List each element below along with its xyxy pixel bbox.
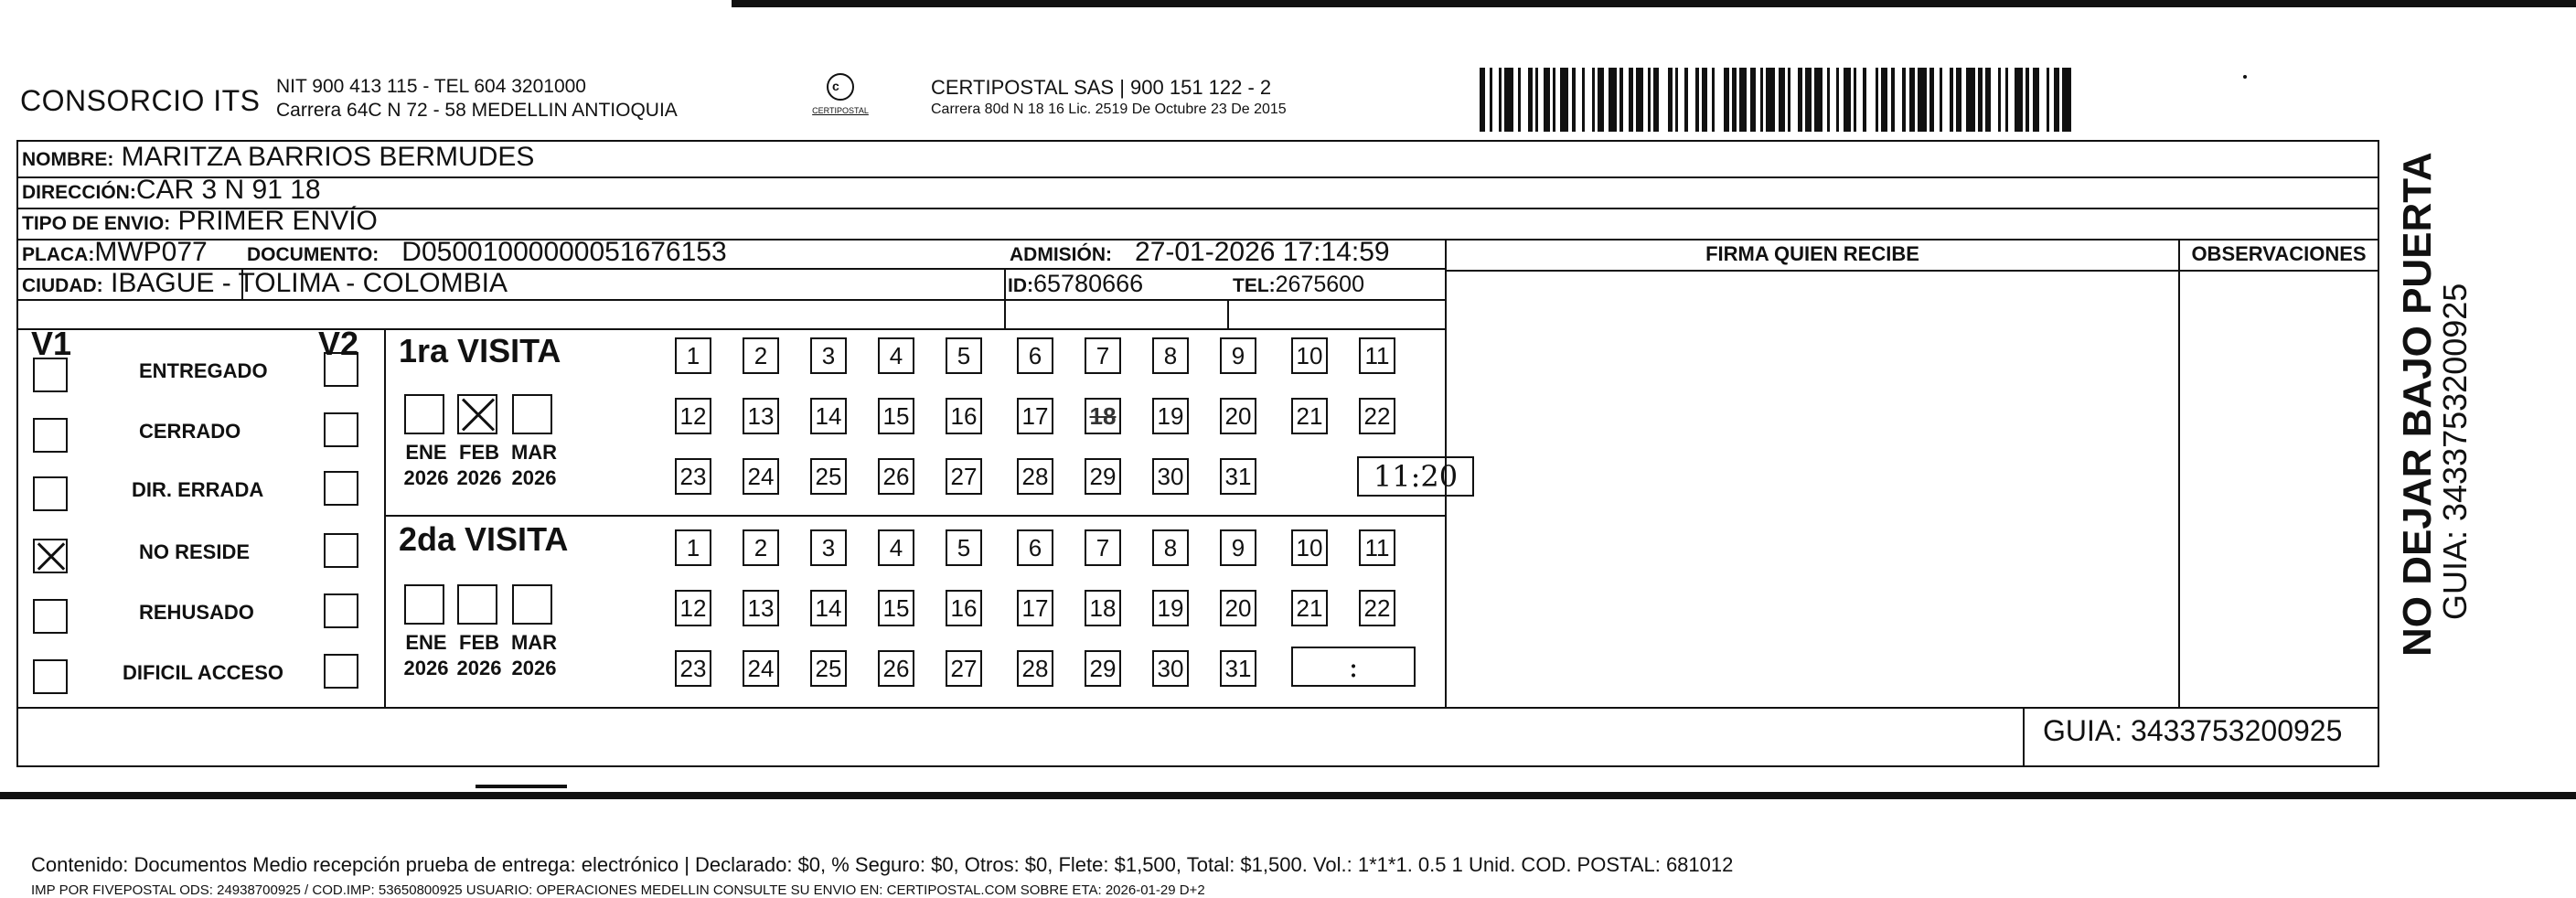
shipping-form bbox=[16, 140, 2379, 898]
month-name: FEB bbox=[459, 441, 499, 464]
status-label: DIFICIL ACCESO bbox=[123, 661, 284, 684]
v1-header: V1 bbox=[31, 325, 72, 362]
carrier-info bbox=[931, 77, 1287, 121]
v2-checkbox[interactable] bbox=[324, 471, 358, 506]
day-box[interactable]: 14 bbox=[810, 398, 847, 434]
logo-text: CERTIPOSTAL bbox=[812, 106, 869, 115]
visit2-title: 2da VISITA bbox=[399, 520, 569, 558]
day-box[interactable]: 31 bbox=[1220, 458, 1256, 495]
day-box[interactable]: 1 bbox=[675, 529, 711, 566]
day-box[interactable]: 7 bbox=[1085, 337, 1121, 374]
contents-line: Contenido: Documentos Medio recepción prueba de entrega: electrónico | Declarado: $0, % Seguro: $0, Otros: $0, Flete: $1,500, Total: $1,500. Vol.: 1*1*1. 0.5 1 Unid. COD. POSTAL: 681012 bbox=[31, 853, 1734, 876]
day-box[interactable]: 13 bbox=[743, 590, 779, 626]
day-box[interactable]: 14 bbox=[810, 590, 847, 626]
day-box[interactable]: 7 bbox=[1085, 529, 1121, 566]
plate: PLACA:MWP077 bbox=[22, 237, 208, 267]
v1-checkbox[interactable] bbox=[33, 476, 68, 511]
day-box[interactable]: 16 bbox=[946, 590, 982, 626]
nit-line: NIT 900 413 115 - TEL 604 3201000 bbox=[276, 76, 586, 97]
day-box[interactable]: 22 bbox=[1359, 590, 1395, 626]
v1-checkbox[interactable] bbox=[33, 539, 68, 573]
day-box[interactable]: 29 bbox=[1085, 458, 1121, 495]
day-box[interactable]: 9 bbox=[1220, 529, 1256, 566]
bottom-border-dash bbox=[476, 785, 567, 788]
day-box[interactable]: 6 bbox=[1017, 337, 1053, 374]
v1-checkbox[interactable] bbox=[33, 599, 68, 634]
day-box[interactable]: 28 bbox=[1017, 650, 1053, 687]
v1-checkbox[interactable] bbox=[33, 659, 68, 694]
v1-checkbox[interactable] bbox=[33, 418, 68, 453]
month-year: 2026 bbox=[456, 466, 502, 489]
v2-checkbox[interactable] bbox=[324, 654, 358, 689]
visit1-title: 1ra VISITA bbox=[399, 332, 561, 369]
day-box[interactable]: 21 bbox=[1291, 398, 1328, 434]
month-label bbox=[452, 440, 507, 491]
company-name: CONSORCIO ITS bbox=[20, 84, 261, 117]
month-checkbox[interactable] bbox=[512, 394, 552, 434]
logo-emblem-icon: ᴄ bbox=[827, 73, 854, 101]
observations-header: OBSERVACIONES bbox=[2191, 242, 2367, 265]
admission-date: ADMISIÓN: 27-01-2026 17:14:59 bbox=[1010, 237, 1390, 267]
status-label: CERRADO bbox=[139, 420, 241, 443]
v2-checkbox[interactable] bbox=[324, 352, 358, 387]
day-box[interactable]: 8 bbox=[1152, 529, 1189, 566]
month-label bbox=[507, 630, 561, 681]
day-box[interactable]: 11 bbox=[1359, 337, 1395, 374]
shipment-type: TIPO DE ENVIO: PRIMER ENVÍO bbox=[22, 206, 378, 236]
day-box[interactable]: 20 bbox=[1220, 590, 1256, 626]
day-box[interactable]: 27 bbox=[946, 458, 982, 495]
certipostal-logo bbox=[812, 71, 869, 124]
day-box[interactable]: 30 bbox=[1152, 458, 1189, 495]
day-box[interactable]: 10 bbox=[1291, 337, 1328, 374]
month-label bbox=[452, 630, 507, 681]
day-box[interactable]: 12 bbox=[675, 398, 711, 434]
day-box[interactable]: 6 bbox=[1017, 529, 1053, 566]
v2-header: V2 bbox=[318, 325, 359, 362]
month-label bbox=[399, 440, 454, 491]
day-box[interactable]: 18 bbox=[1085, 398, 1121, 434]
print-info-line: IMP POR FIVEPOSTAL ODS: 24938700925 / COD.IMP: 53650800925 USUARIO: OPERACIONES MEDELLIN CONSULTE SU ENVIO EN: CERTIPOSTAL.COM SOBRE ETA: 2026-01-29 D+2 bbox=[31, 882, 1205, 898]
month-year: 2026 bbox=[456, 657, 502, 679]
day-box[interactable]: 2 bbox=[743, 337, 779, 374]
month-checkbox[interactable] bbox=[457, 584, 497, 625]
warning-text: NO DEJAR BAJO PUERTA bbox=[2395, 152, 2440, 657]
month-label bbox=[399, 630, 454, 681]
company-info bbox=[276, 75, 678, 123]
dot-mark bbox=[2243, 75, 2247, 79]
day-box[interactable]: 24 bbox=[743, 650, 779, 687]
day-box[interactable]: 15 bbox=[878, 590, 914, 626]
month-checkbox[interactable] bbox=[457, 394, 497, 434]
day-box[interactable]: 22 bbox=[1359, 398, 1395, 434]
month-name: MAR bbox=[510, 441, 558, 464]
guide-number: GUIA: 3433753200925 bbox=[2043, 714, 2343, 747]
day-box[interactable]: 25 bbox=[810, 650, 847, 687]
visit2-time-field[interactable]: : bbox=[1291, 647, 1416, 687]
month-checkbox[interactable] bbox=[404, 584, 444, 625]
day-box[interactable]: 25 bbox=[810, 458, 847, 495]
month-name: ENE bbox=[405, 441, 447, 464]
day-box[interactable]: 20 bbox=[1220, 398, 1256, 434]
day-box[interactable]: 31 bbox=[1220, 650, 1256, 687]
side-text bbox=[2395, 152, 2474, 657]
bottom-border-line bbox=[0, 792, 2576, 799]
month-name: FEB bbox=[459, 631, 499, 654]
address-line: Carrera 64C N 72 - 58 MEDELLIN ANTIOQUIA bbox=[276, 100, 678, 121]
day-box[interactable]: 29 bbox=[1085, 650, 1121, 687]
day-box[interactable]: 3 bbox=[810, 337, 847, 374]
day-box[interactable]: 23 bbox=[675, 650, 711, 687]
day-box[interactable]: 5 bbox=[946, 529, 982, 566]
day-box[interactable]: 13 bbox=[743, 398, 779, 434]
day-box[interactable]: 1 bbox=[675, 337, 711, 374]
status-label: ENTREGADO bbox=[139, 359, 268, 382]
month-name: MAR bbox=[510, 631, 558, 654]
day-box[interactable]: 3 bbox=[810, 529, 847, 566]
day-box[interactable]: 19 bbox=[1152, 590, 1189, 626]
day-box[interactable]: 18 bbox=[1085, 590, 1121, 626]
day-box[interactable]: 17 bbox=[1017, 590, 1053, 626]
day-box[interactable]: 23 bbox=[675, 458, 711, 495]
month-year: 2026 bbox=[511, 657, 557, 679]
month-year: 2026 bbox=[511, 466, 557, 489]
v1-checkbox[interactable] bbox=[33, 358, 68, 392]
v2-checkbox[interactable] bbox=[324, 412, 358, 447]
month-label bbox=[507, 440, 561, 491]
recipient-name: NOMBRE: MARITZA BARRIOS BERMUDES bbox=[22, 142, 535, 172]
day-box[interactable]: 12 bbox=[675, 590, 711, 626]
day-box[interactable]: 10 bbox=[1291, 529, 1328, 566]
v2-checkbox[interactable] bbox=[324, 593, 358, 628]
day-box[interactable]: 19 bbox=[1152, 398, 1189, 434]
recipient-id: ID:65780666 bbox=[1008, 270, 1144, 297]
day-box[interactable]: 11 bbox=[1359, 529, 1395, 566]
visit1-time-field[interactable]: 11:20 bbox=[1357, 456, 1474, 497]
day-box[interactable]: 17 bbox=[1017, 398, 1053, 434]
day-box[interactable]: 24 bbox=[743, 458, 779, 495]
day-box[interactable]: 27 bbox=[946, 650, 982, 687]
month-year: 2026 bbox=[403, 466, 449, 489]
v2-checkbox[interactable] bbox=[324, 533, 358, 568]
day-box[interactable]: 16 bbox=[946, 398, 982, 434]
month-year: 2026 bbox=[403, 657, 449, 679]
day-box[interactable]: 4 bbox=[878, 529, 914, 566]
recipient-address: DIRECCIÓN:CAR 3 N 91 18 bbox=[22, 175, 321, 205]
day-box[interactable]: 26 bbox=[878, 458, 914, 495]
month-checkbox[interactable] bbox=[512, 584, 552, 625]
day-box[interactable]: 2 bbox=[743, 529, 779, 566]
status-label: NO RESIDE bbox=[139, 540, 251, 563]
day-box[interactable]: 8 bbox=[1152, 337, 1189, 374]
day-box[interactable]: 15 bbox=[878, 398, 914, 434]
day-box[interactable]: 9 bbox=[1220, 337, 1256, 374]
barcode bbox=[1480, 68, 2202, 132]
day-box[interactable]: 30 bbox=[1152, 650, 1189, 687]
day-box[interactable]: 21 bbox=[1291, 590, 1328, 626]
phone: TEL:2675600 bbox=[1233, 272, 1364, 297]
month-name: ENE bbox=[405, 631, 447, 654]
city: CIUDAD: IBAGUE - TOLIMA - COLOMBIA bbox=[22, 268, 508, 298]
top-border-line bbox=[732, 0, 2576, 7]
day-box[interactable]: 4 bbox=[878, 337, 914, 374]
carrier-address: Carrera 80d N 18 16 Lic. 2519 De Octubre 23 De 2015 bbox=[931, 102, 1287, 117]
status-label: DIR. ERRADA bbox=[132, 478, 264, 501]
side-guide-number: GUIA: 3433753200925 bbox=[2436, 283, 2474, 620]
document-number: DOCUMENTO: D05001000000051676153 bbox=[247, 237, 727, 267]
carrier-line: CERTIPOSTAL SAS | 900 151 122 - 2 bbox=[931, 76, 1272, 99]
day-box[interactable]: 5 bbox=[946, 337, 982, 374]
signature-header: FIRMA QUIEN RECIBE bbox=[1705, 242, 1919, 265]
day-box[interactable]: 26 bbox=[878, 650, 914, 687]
month-checkbox[interactable] bbox=[404, 394, 444, 434]
day-box[interactable]: 28 bbox=[1017, 458, 1053, 495]
status-label: REHUSADO bbox=[139, 601, 254, 624]
